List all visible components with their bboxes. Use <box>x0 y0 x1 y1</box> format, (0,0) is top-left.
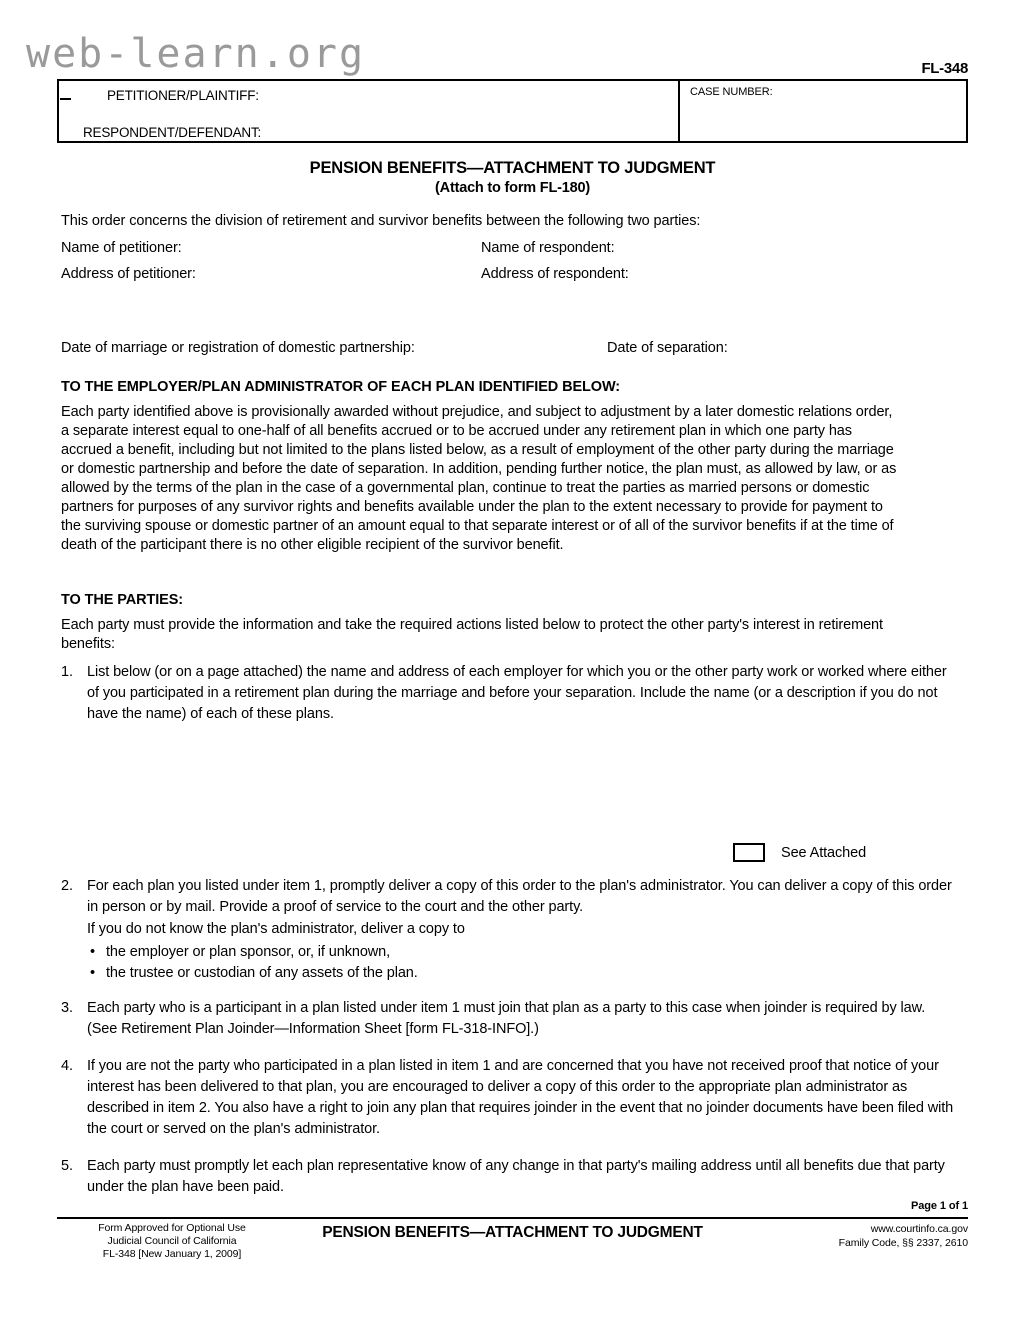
see-attached-checkbox[interactable] <box>733 843 765 862</box>
see-attached-label: See Attached <box>781 844 867 861</box>
item-number: 1. <box>61 664 73 680</box>
item-bullet-list <box>87 942 956 984</box>
footer-citation-block <box>839 1222 968 1250</box>
intro-text: This order concerns the division of retirement and survivor benefits between the following two parties: <box>61 213 701 229</box>
item-number: 4. <box>61 1058 73 1074</box>
item-number: 2. <box>61 878 73 894</box>
address-of-respondent-label: Address of respondent: <box>481 266 629 282</box>
list-item <box>61 1056 956 1140</box>
name-of-petitioner-label: Name of petitioner: <box>61 240 182 256</box>
list-item <box>87 942 956 963</box>
item-main-text: For each plan you listed under item 1, promptly deliver a copy of this order to the plan's administrator. You can deliver a copy of this order in person or by mail. Provide a proof of service to the court and the other party. <box>87 878 952 915</box>
page-count: Page 1 of 1 <box>911 1200 968 1212</box>
petitioner-label: PETITIONER/PLAINTIFF: <box>107 88 259 103</box>
date-of-marriage-label: Date of marriage or registration of domestic partnership: <box>61 340 415 356</box>
employer-section-heading: TO THE EMPLOYER/PLAN ADMINISTRATOR OF EACH PLAN IDENTIFIED BELOW: <box>61 379 621 395</box>
item-text: Each party who is a participant in a plan listed under item 1 must join that plan as a party to this case when joinder is required by law. (See Retirement Plan Joinder—Information Sheet [form FL-318-INFO].) <box>87 1000 926 1037</box>
bullet-text: the employer or plan sponsor, or, if unknown, <box>106 944 391 960</box>
site-watermark: web-learn.org <box>26 31 366 77</box>
list-item <box>61 662 956 725</box>
footer-website: www.courtinfo.ca.gov <box>870 1223 968 1235</box>
footer-title: PENSION BENEFITS—ATTACHMENT TO JUDGMENT <box>322 1224 703 1241</box>
list-item <box>87 963 956 984</box>
item-number: 5. <box>61 1158 73 1174</box>
address-of-petitioner-label: Address of petitioner: <box>61 266 196 282</box>
parties-section-heading: TO THE PARTIES: <box>61 592 184 608</box>
bullet-text: the trustee or custodian of any assets of the plan. <box>106 965 418 981</box>
employer-section-paragraph: Each party identified above is provisionally awarded without prejudice, and subject to adjustment by a later domestic relations order, a separate interest equal to one-half of all benefits accrued or to be accrued under any retirement plan in which one party has accrued a benefit, including but not limited to the plans listed below, as a result of employment of the other party during the marriage or domestic partnership and before the date of separation. In addition, pending further notice, the plan must, as allowed by law, or as allowed by the terms of the plan in the case of a governmental plan, continue to treat the parties as married persons or domestic partners for purposes of any survivor rights and benefits available under the plan to the extent necessary to provide for payment to the surviving spouse or domestic partner of an amount equal to that separate interest or of all of the survivor benefits if at the time of death of the participant there is no other eligible recipient of the survivor benefit. <box>61 404 897 553</box>
see-attached-row[interactable] <box>733 843 866 862</box>
item-text <box>87 876 956 984</box>
approval-line-1: Form Approved for Optional Use <box>98 1222 246 1234</box>
form-number: FL-348 <box>921 60 968 77</box>
footer-divider <box>57 1217 968 1219</box>
caption-divider <box>678 81 680 141</box>
caption-box <box>57 79 968 143</box>
parties-section-paragraph: Each party must provide the information and take the required actions listed below to protect the other party's interest in retirement benefits: <box>61 617 883 652</box>
item-number: 3. <box>61 1000 73 1016</box>
footer-code-citation: Family Code, §§ 2337, 2610 <box>838 1237 968 1249</box>
page-subtitle: (Attach to form FL-180) <box>435 180 590 196</box>
list-item <box>61 876 956 984</box>
list-item <box>61 1156 956 1198</box>
case-number-label: CASE NUMBER: <box>690 86 773 98</box>
item-sub-line: If you do not know the plan's administrator, deliver a copy to <box>87 921 465 937</box>
bullet-icon: • <box>90 965 95 981</box>
page-title: PENSION BENEFITS—ATTACHMENT TO JUDGMENT <box>309 159 716 177</box>
item-text: Each party must promptly let each plan representative know of any change in that party's mailing address until all benefits due that party under the plan have been paid. <box>87 1158 945 1195</box>
caption-corner-tick <box>60 98 71 100</box>
date-of-separation-label: Date of separation: <box>607 340 728 356</box>
item-text: If you are not the party who participated in a plan listed in item 1 and are concerned that you have not received proof that notice of your interest has been delivered to that plan, you are encouraged to deliver a copy of this order to the appropriate plan administrator as described in item 2. You also have a right to join any plan that requires joinder in the event that no joinder documents have been filed with the court or served on the plan's administrator. <box>87 1058 954 1137</box>
approval-line-3: FL-348 [New January 1, 2009] <box>102 1248 242 1260</box>
item-text: List below (or on a page attached) the name and address of each employer for which you or the other party work or worked where either of you participated in a retirement plan during the marriage and before your separation. Include the name (or a description if you do not have the name) of each of these plans. <box>87 664 947 722</box>
bullet-icon: • <box>90 944 95 960</box>
list-item <box>61 998 956 1040</box>
name-of-respondent-label: Name of respondent: <box>481 240 615 256</box>
respondent-label: RESPONDENT/DEFENDANT: <box>83 125 262 140</box>
approval-line-2: Judicial Council of California <box>107 1235 237 1247</box>
